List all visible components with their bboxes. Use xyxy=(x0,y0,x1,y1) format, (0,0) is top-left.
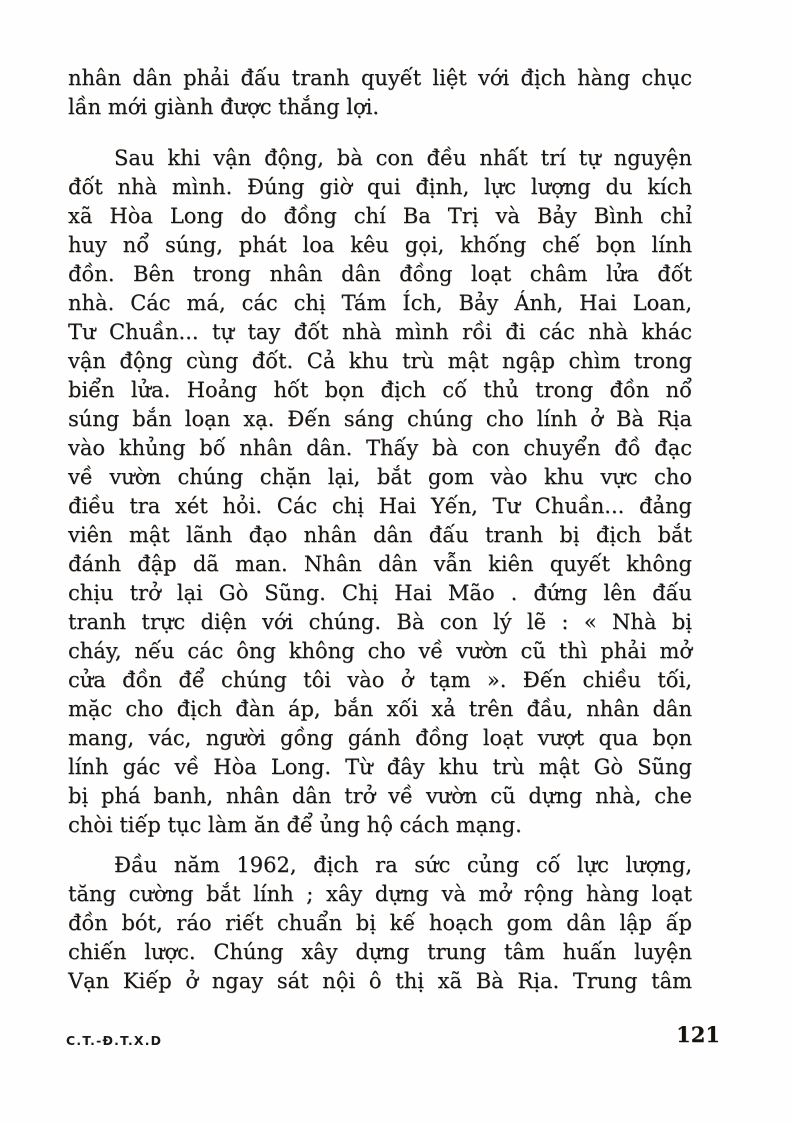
text-line: vào khủng bố nhân dân. Thấy bà con chuyển đồ đạc xyxy=(68,436,692,460)
text-line: súng bắn loạn xạ. Đến sáng chúng cho lính ở Bà Rịa xyxy=(68,407,692,431)
text-line: đồn. Bên trong nhân dân đồng loạt châm lửa đốt xyxy=(68,262,692,286)
text-line: viên mật lãnh đạo nhân dân đấu tranh bị địch bắt xyxy=(68,523,692,547)
body-text xyxy=(68,64,692,996)
text-line: cửa đồn để chúng tôi vào ở tạm ». Đến chiều tối, xyxy=(68,668,692,692)
footer-signature: C.T.-Đ.T.X.D xyxy=(66,1033,163,1048)
text-line: tăng cường bắt lính ; xây dựng và mở rộng hàng loạt xyxy=(68,882,692,906)
text-line: huy nổ súng, phát loa kêu gọi, khống chế bọn lính xyxy=(68,233,692,257)
text-line: nhà. Các má, các chị Tám Ích, Bảy Ánh, Hai Loan, xyxy=(68,291,692,315)
text-line: chòi tiếp tục làm ăn để ủng hộ cách mạng. xyxy=(68,813,522,837)
text-line: về vườn chúng chặn lại, bắt gom vào khu vực cho xyxy=(68,465,692,489)
text-line: xã Hòa Long do đồng chí Ba Trị và Bảy Bình chỉ xyxy=(68,204,692,228)
paragraph xyxy=(68,64,692,122)
text-line: Tư Chuần... tự tay đốt nhà mình rồi đi các nhà khác xyxy=(68,320,692,344)
text-line: Vạn Kiếp ở ngay sát nội ô thị xã Bà Rịa. Trung tâm xyxy=(68,969,692,993)
text-line: nhân dân phải đấu tranh quyết liệt với địch hàng chục xyxy=(68,66,692,90)
text-line: chịu trở lại Gò Sũng. Chị Hai Mão . đứng lên đấu xyxy=(68,581,692,605)
text-line: đốt nhà mình. Đúng giờ qui định, lực lượng du kích xyxy=(68,175,692,199)
text-line: Sau khi vận động, bà con đều nhất trí tự nguyện xyxy=(114,146,692,170)
paragraph xyxy=(68,144,692,840)
page-footer xyxy=(66,1022,720,1062)
text-line: bị phá banh, nhân dân trở về vườn cũ dựng nhà, che xyxy=(68,784,692,808)
text-line: biển lửa. Hoảng hốt bọn địch cố thủ trong đồn nổ xyxy=(68,378,692,402)
text-line: chiến lược. Chúng xây dựng trung tâm huấn luyện xyxy=(68,940,692,964)
text-line: Đầu năm 1962, địch ra sức củng cố lực lượng, xyxy=(114,853,692,877)
text-line: mang, vác, người gồng gánh đồng loạt vượt qua bọn xyxy=(68,726,692,750)
page-number: 121 xyxy=(676,1022,720,1047)
text-line: mặc cho địch đàn áp, bắn xối xả trên đầu, nhân dân xyxy=(68,697,692,721)
text-line: lần mới giành được thắng lợi. xyxy=(68,95,380,119)
text-line: đồn bót, ráo riết chuẩn bị kế hoạch gom dân lập ấp xyxy=(68,911,692,935)
paragraph xyxy=(68,851,692,996)
text-line: vận động cùng đốt. Cả khu trù mật ngập chìm trong xyxy=(68,349,692,373)
text-line: tranh trực diện với chúng. Bà con lý lẽ : « Nhà bị xyxy=(68,610,692,634)
text-line: cháy, nếu các ông không cho về vườn cũ thì phải mở xyxy=(68,639,692,663)
text-line: lính gác về Hòa Long. Từ đây khu trù mật Gò Sũng xyxy=(68,755,692,779)
text-line: điều tra xét hỏi. Các chị Hai Yến, Tư Chuần... đảng xyxy=(68,494,692,518)
text-line: đánh đập dã man. Nhân dân vẫn kiên quyết không xyxy=(68,552,692,576)
